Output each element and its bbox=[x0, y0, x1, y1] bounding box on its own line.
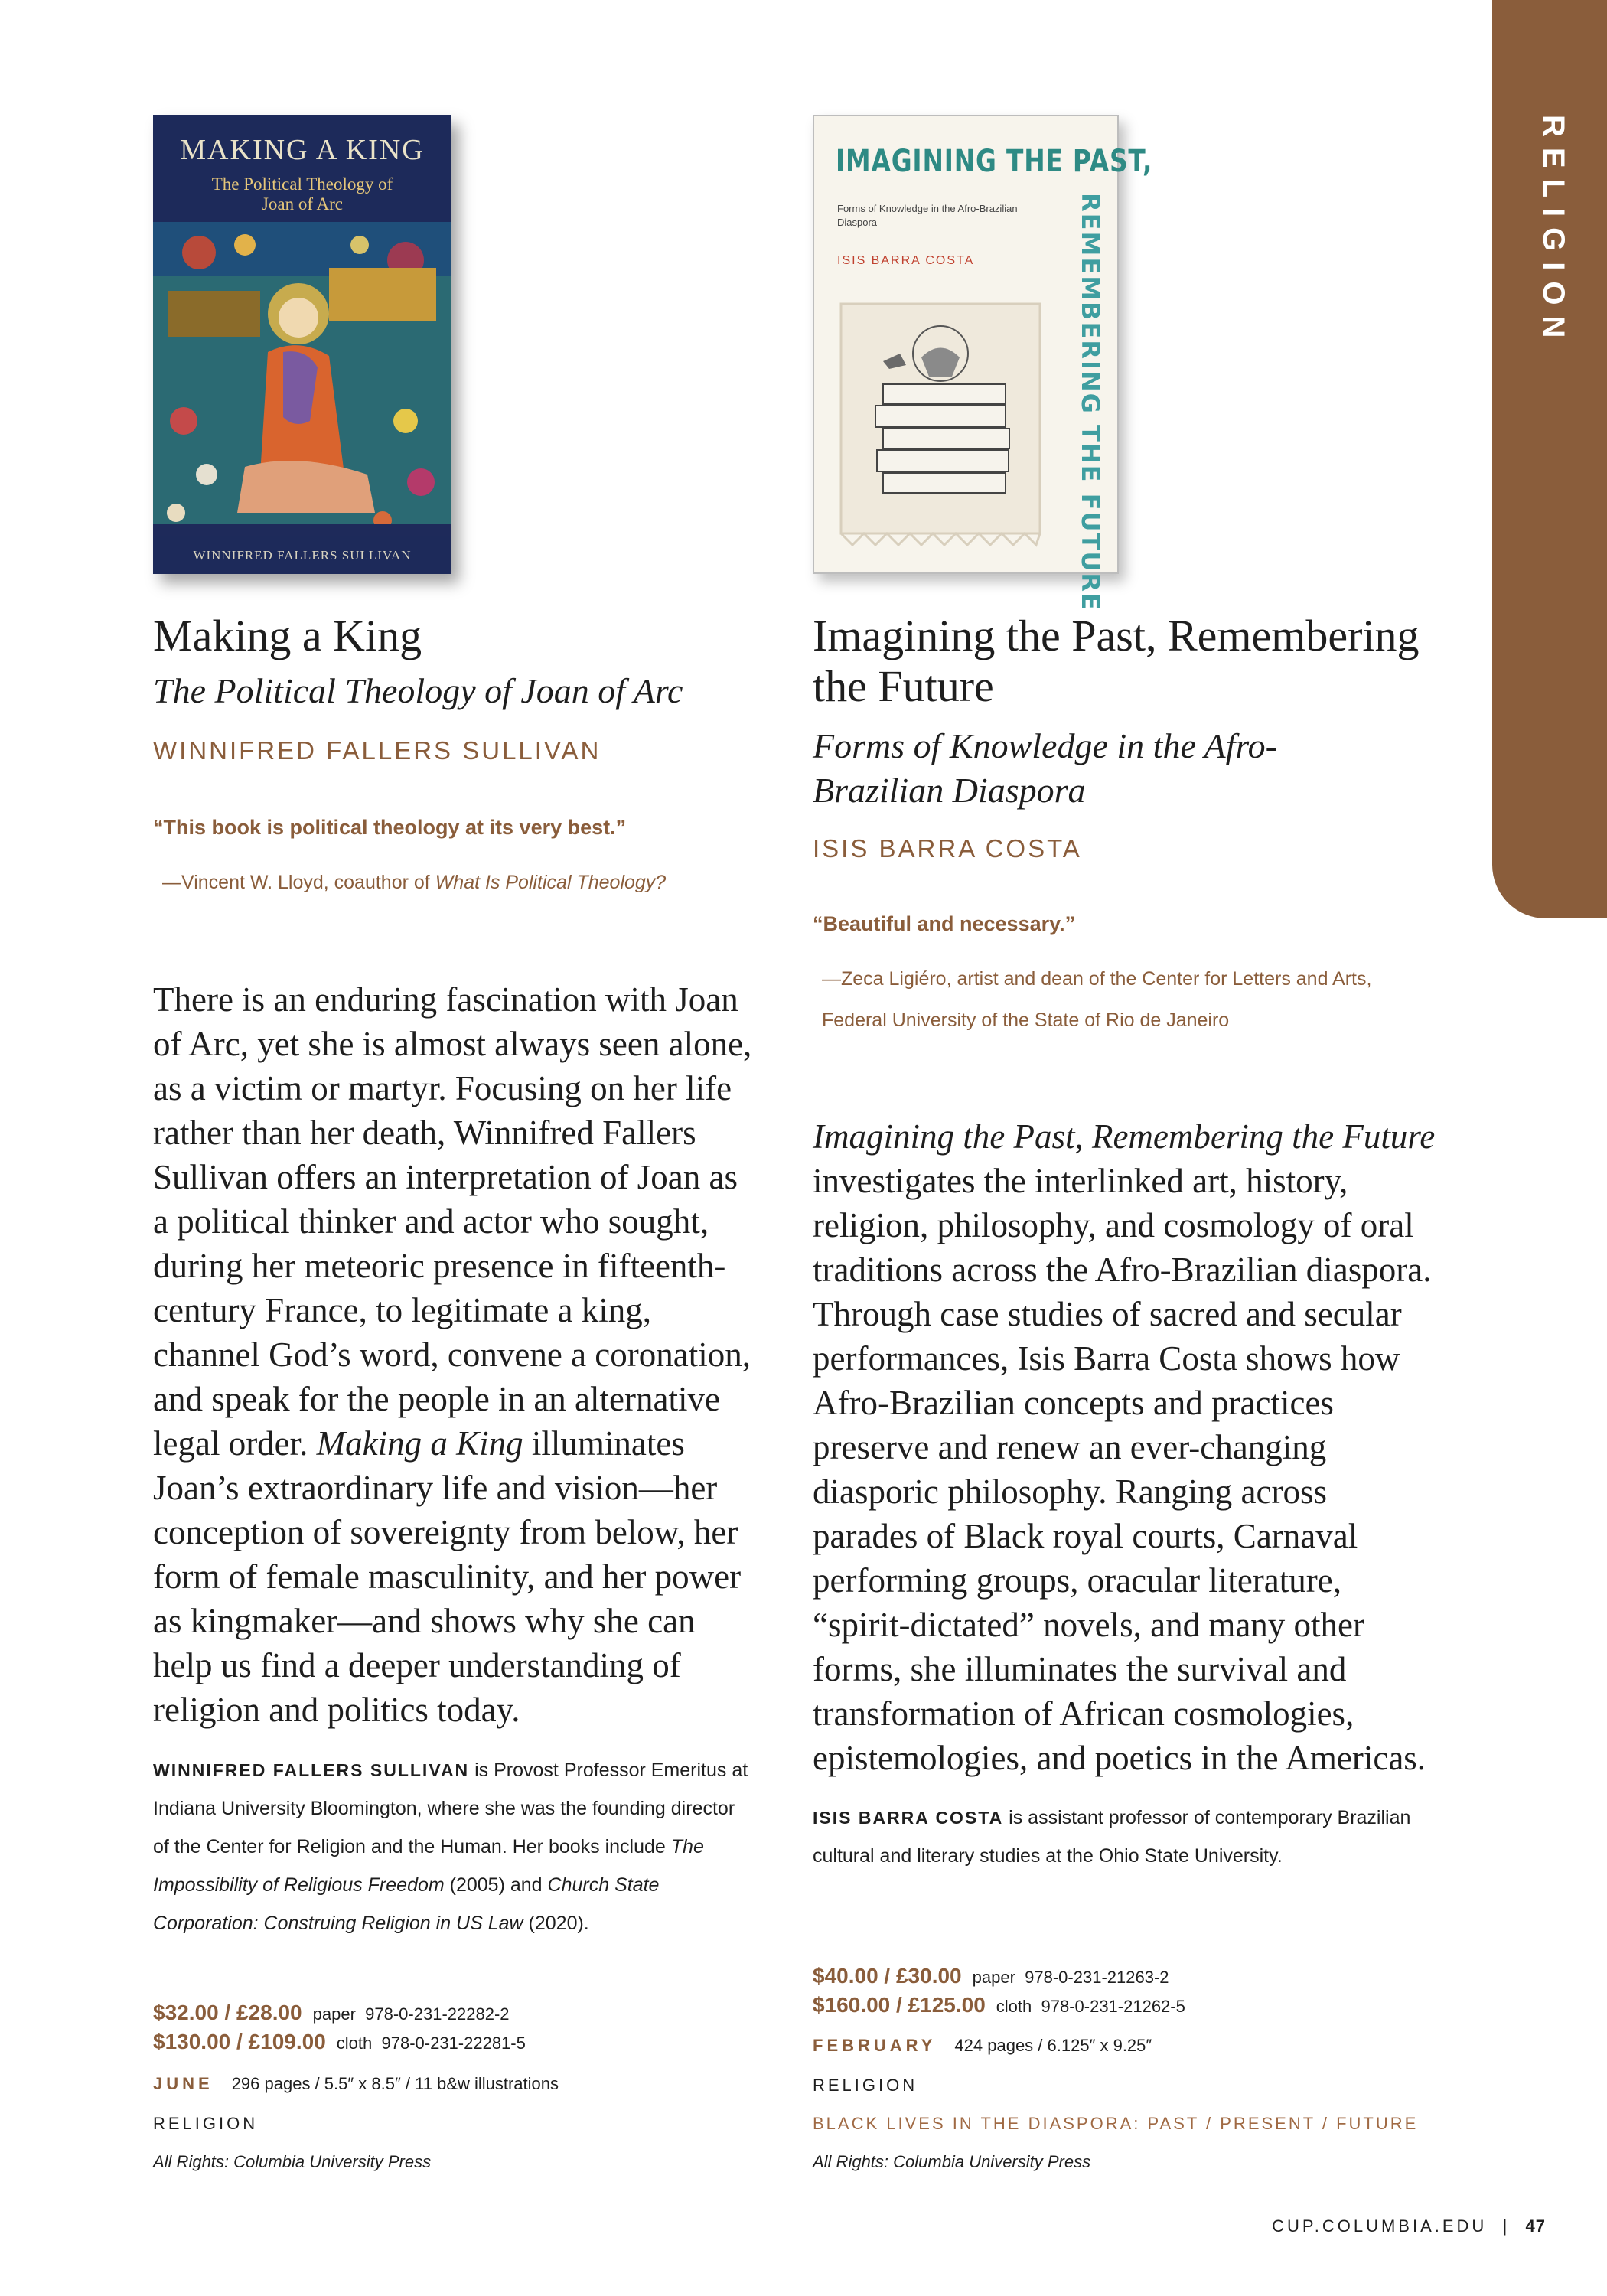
pub-specs: 424 pages / 6.125″ x 9.25″ bbox=[954, 2036, 1152, 2055]
price-amount: $130.00 / £109.00 bbox=[153, 2030, 326, 2053]
cover-subtitle: Forms of Knowledge in the Afro-Brazilian Diaspora bbox=[837, 203, 1018, 228]
subject-label: RELIGION bbox=[153, 2114, 259, 2133]
bio-book-1: The Impossibility of Religious Freedom bbox=[153, 1836, 704, 1896]
cover-spine-title: REMEMBERING THE FUTURE bbox=[1076, 193, 1105, 612]
description-text: investigates the interlinked art, history, religion, philosophy, and cosmology of oral traditions across the Afro-Brazilian diaspora. Through case studies of sacred and secular performances, Isis Barra Costa shows how Afro-Brazilian concepts and practices preserve and renew an ever-changing diasporic philosophy. Ranging across parades of Black royal courts, Carnaval performing groups, oracular literature, “spirit-dictated” novels, and many other forms, she illuminates the survival and transformation of African cosmologies, epistemologies, and poetics in the Americas. bbox=[813, 1162, 1432, 1777]
rights-note: All Rights: Columbia University Press bbox=[813, 2152, 1091, 2171]
book-cover-imagining-the-past bbox=[813, 115, 1153, 612]
price-amount: $32.00 / £28.00 bbox=[153, 2001, 302, 2024]
bio-name: ISIS BARRA COSTA bbox=[813, 1808, 1004, 1828]
price-format: cloth bbox=[996, 1997, 1032, 2016]
price-isbn: 978-0-231-21262-5 bbox=[1041, 1997, 1185, 2016]
rights-note: All Rights: Columbia University Press bbox=[153, 2152, 432, 2171]
price-cloth bbox=[813, 1993, 1185, 2017]
price-paper bbox=[153, 2001, 510, 2025]
cover-title: IMAGINING THE PAST, bbox=[836, 144, 1153, 179]
section-tab-label: RELIGION bbox=[1537, 115, 1570, 349]
cover-author: ISIS BARRA COSTA bbox=[837, 254, 975, 267]
bio-name: WINNIFRED FALLERS SULLIVAN bbox=[153, 1760, 470, 1780]
price-amount: $40.00 / £30.00 bbox=[813, 1964, 962, 1988]
price-paper bbox=[813, 1964, 1169, 1988]
price-isbn: 978-0-231-21263-2 bbox=[1025, 1968, 1169, 1987]
book-title: Imagining the Past, Remembering the Future bbox=[813, 611, 1420, 711]
bio-book-2: Church State Corporation: Construing Religion in US Law bbox=[153, 1874, 660, 1934]
description-title: Making a King bbox=[316, 1424, 523, 1463]
pub-specs: 296 pages / 5.5″ x 8.5″ / 11 b&w illustrations bbox=[231, 2074, 559, 2093]
price-isbn: 978-0-231-22282-2 bbox=[365, 2004, 510, 2024]
subject-label: RELIGION bbox=[813, 2076, 918, 2095]
price-isbn: 978-0-231-22281-5 bbox=[381, 2033, 526, 2053]
author-bio bbox=[813, 1799, 1425, 1875]
price-format: paper bbox=[972, 1968, 1015, 1987]
cover-title: MAKING A KING bbox=[180, 134, 425, 166]
price-amount: $160.00 / £125.00 bbox=[813, 1993, 986, 2017]
description-text-cont: illuminates Joan’s extraordinary life and vision—her conception of sovereignty from below, her form of female masculinity, and her power as kingmaker—and shows why she can help us find a deeper understanding of religion and politics today. bbox=[153, 1424, 742, 1729]
cover-illustration bbox=[830, 292, 1051, 553]
book-cover-making-a-king bbox=[153, 115, 451, 574]
footer-site-link[interactable]: CUP.COLUMBIA.EDU bbox=[1272, 2216, 1488, 2236]
page-footer bbox=[1209, 2216, 1546, 2236]
attribution-work: What Is Political Theology? bbox=[435, 872, 667, 893]
book-subtitle: Forms of Knowledge in the Afro-Brazilian Diaspora bbox=[813, 726, 1277, 810]
description-title: Imagining the Past, Remembering the Future bbox=[813, 1117, 1436, 1156]
book-title: Making a King bbox=[153, 611, 422, 660]
blurb-quote: “This book is political theology at its very best.” bbox=[153, 816, 627, 839]
price-format: cloth bbox=[336, 2033, 373, 2053]
footer-separator: | bbox=[1502, 2216, 1511, 2236]
cover-subtitle: The Political Theology of Joan of Arc bbox=[211, 174, 393, 214]
bio-text: is Provost Professor Emeritus at Indiana University Bloomington, where she was the founding director of the Center for Religion and the Human. Her books include bbox=[153, 1760, 748, 1857]
blurb-quote: “Beautiful and necessary.” bbox=[813, 912, 1076, 935]
pub-meta bbox=[813, 2036, 1152, 2056]
blurb-attribution: —Zeca Ligiéro, artist and dean of the Center for Letters and Arts, Federal University of the State of Rio de Janeiro bbox=[822, 968, 1372, 1031]
page-number: 47 bbox=[1525, 2216, 1546, 2236]
author-bio bbox=[153, 1751, 750, 1942]
description-text: There is an enduring fascination with Joan of Arc, yet she is almost always seen alone, as a victim or martyr. Focusing on her life rather than her death, Winnifred Fallers Sullivan offers an interpretation of Joan as a political thinker and actor who sought, during her meteoric presence in fifteenth-century France, to legitimate a king, channel God’s word, convene a coronation, and speak for the people in an alternative legal order. bbox=[153, 980, 752, 1463]
cover-illustration bbox=[153, 222, 451, 536]
book-author: ISIS BARRA COSTA bbox=[813, 834, 1082, 863]
blurb-attribution bbox=[162, 862, 698, 903]
bio-text: is assistant professor of contemporary Brazilian cultural and literary studies at the Ohio State University. bbox=[813, 1807, 1411, 1867]
pub-month: JUNE bbox=[153, 2074, 214, 2093]
price-cloth bbox=[153, 2030, 526, 2054]
pub-meta bbox=[153, 2074, 559, 2094]
series-label: BLACK LIVES IN THE DIASPORA: PAST / PRESENT / FUTURE bbox=[813, 2114, 1419, 2133]
price-format: paper bbox=[312, 2004, 356, 2024]
book-description bbox=[153, 977, 758, 1732]
book-description bbox=[813, 1114, 1440, 1780]
book-subtitle: The Political Theology of Joan of Arc bbox=[153, 671, 683, 710]
bio-text-3: (2020). bbox=[523, 1913, 589, 1934]
attribution-text: —Vincent W. Lloyd, coauthor of bbox=[162, 872, 435, 893]
book-author: WINNIFRED FALLERS SULLIVAN bbox=[153, 736, 601, 765]
cover-author: WINNIFRED FALLERS SULLIVAN bbox=[193, 548, 412, 563]
pub-month: FEBRUARY bbox=[813, 2036, 937, 2055]
bio-text-2: (2005) and bbox=[444, 1874, 548, 1896]
